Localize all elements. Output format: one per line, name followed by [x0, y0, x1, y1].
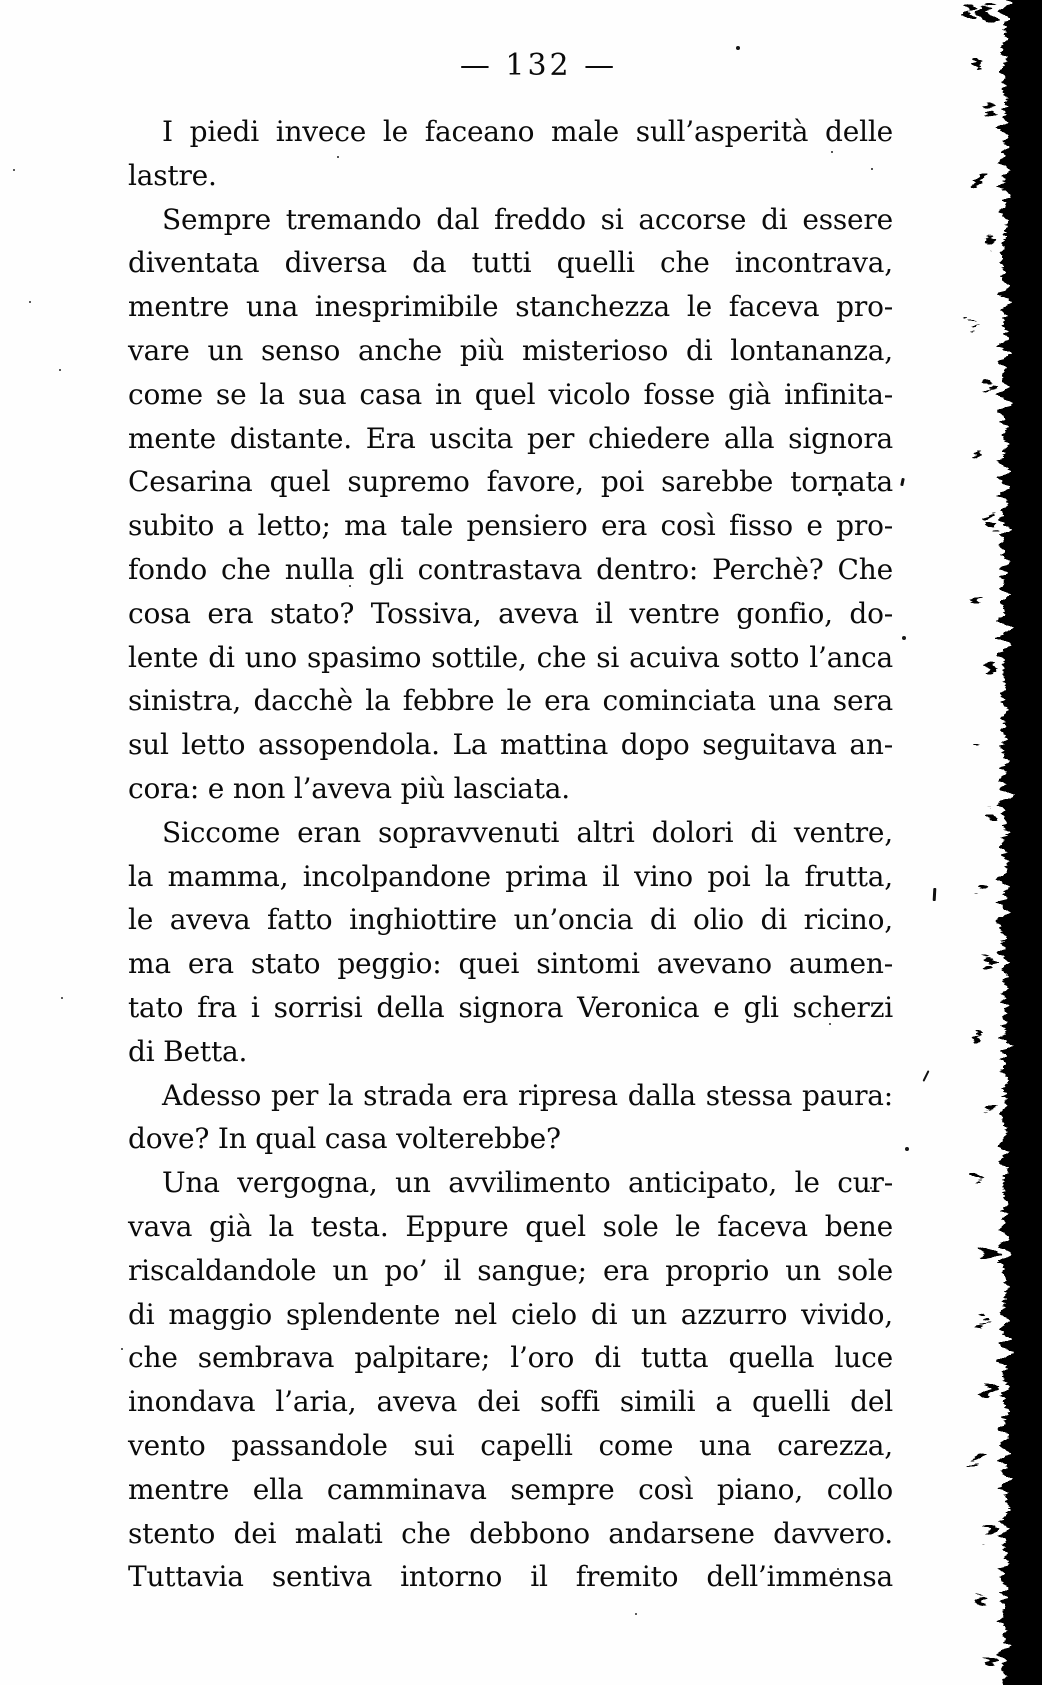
text-line: fondo che nulla gli contrastava dentro: Perchè? Che [128, 552, 893, 586]
scan-speckles [0, 0, 4, 4]
text-line: lastre. [128, 158, 217, 192]
text-line: diventata diversa da tutti quelli che incontrava, [128, 246, 893, 280]
text-line: cosa era stato? Tossiva, aveva il ventre gonfio, do- [128, 596, 893, 630]
text-line: Cesarina quel supremo favore, poi sarebbe tornata [128, 465, 893, 499]
text-line: lente di uno spasimo sottile, che si acuiva sotto l’anca [128, 640, 893, 674]
text-line: ma era stato peggio: quei sintomi avevano aumen- [128, 947, 893, 981]
text-line: mentre una inesprimibile stanchezza le faceva pro- [128, 290, 893, 324]
text-line: cora: e non l’aveva più lasciata. [128, 771, 571, 805]
text-line: Adesso per la strada era ripresa dalla stessa paura: [162, 1078, 893, 1112]
text-line: vare un senso anche più misterioso di lontananza, [128, 333, 893, 367]
text-line: mentre ella camminava sempre così piano, collo [128, 1472, 893, 1506]
text-line: inondava l’aria, aveva dei soffi simili a quelli del [128, 1385, 893, 1419]
scan-edge-noise [932, 0, 1042, 1685]
text-line: Sempre tremando dal freddo si accorse di essere [162, 202, 893, 236]
text-line: che sembrava palpitare; l’oro di tutta quella luce [128, 1341, 893, 1375]
text-line: vento passandole sui capelli come una carezza, [128, 1428, 893, 1462]
text-line: come se la sua casa in quel vicolo fosse già infinita- [128, 377, 893, 411]
text-line: dove? In qual casa volterebbe? [128, 1122, 561, 1156]
text-line: vava già la testa. Eppure quel sole le faceva bene [128, 1209, 893, 1243]
text-line: sinistra, dacchè la febbre le era cominciata una sera [128, 684, 893, 718]
text-line: mente distante. Era uscita per chiedere alla signora [128, 421, 893, 455]
text-line: subito a letto; ma tale pensiero era così fisso e pro- [128, 509, 893, 543]
page-text [128, 110, 893, 1599]
text-line: Tuttavia sentiva intorno il fremito dell’immensa [128, 1560, 893, 1594]
text-line: stento dei malati che debbono andarsene davvero. [128, 1516, 893, 1550]
text-line: Una vergogna, un avvilimento anticipato, le cur- [162, 1166, 893, 1200]
text-line: sul letto assopendola. La mattina dopo seguitava an- [128, 728, 893, 762]
text-line: tato fra i sorrisi della signora Veronica e gli scherzi [128, 990, 893, 1024]
scan-mark [922, 1070, 929, 1082]
text-line: I piedi invece le faceano male sull’asperità delle [162, 115, 893, 148]
text-line: la mamma, incolpandone prima il vino poi la frutta, [128, 859, 893, 893]
text-line: riscaldandole un po’ il sangue; era proprio un sole [128, 1253, 893, 1287]
page-number-header: — 132 — [459, 48, 618, 83]
text-line: di Betta. [128, 1034, 248, 1068]
text-line: Siccome eran sopravvenuti altri dolori di ventre, [162, 815, 893, 849]
text-line: le aveva fatto inghiottire un’oncia di olio di ricino, [128, 903, 893, 937]
text-line: di maggio splendente nel cielo di un azzurro vivido, [128, 1297, 893, 1331]
scan-mark [900, 478, 905, 486]
